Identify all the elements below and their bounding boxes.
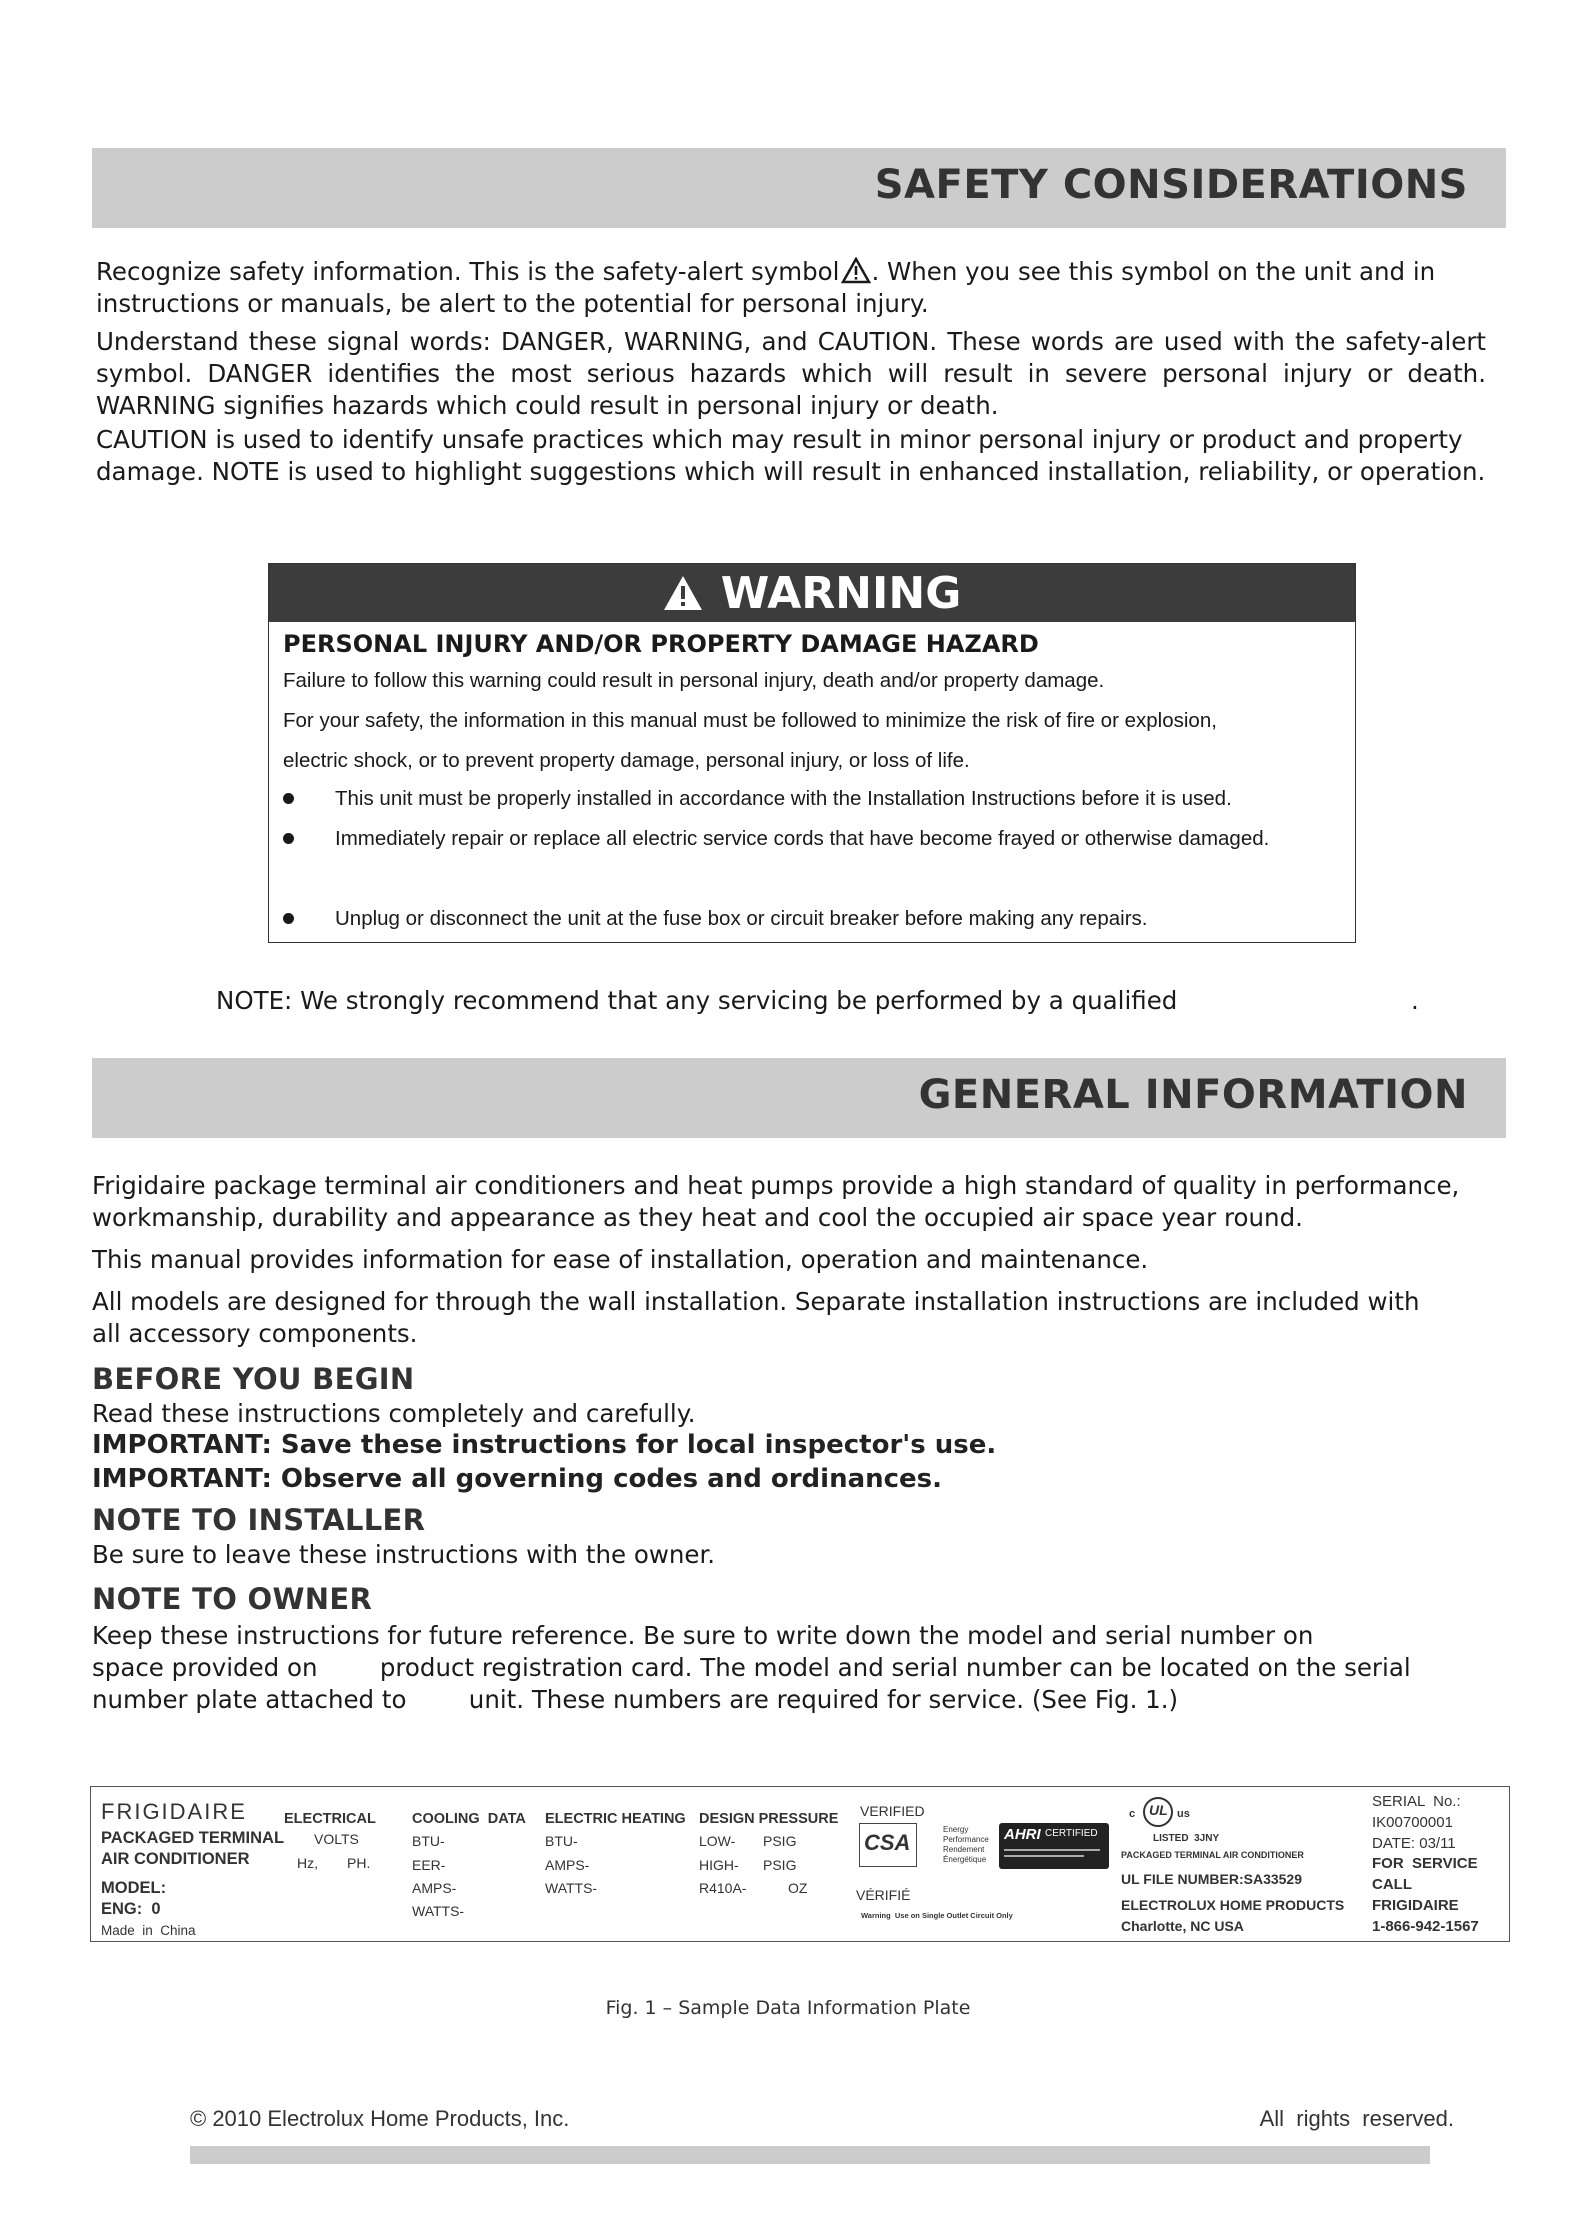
- plate-heating-btu: BTU-: [545, 1833, 578, 1849]
- data-plate: [90, 1786, 1510, 1942]
- plate-electrical: ELECTRICAL: [284, 1811, 376, 1827]
- ul-logo: [1119, 1793, 1219, 1833]
- energy-text: Rendement: [943, 1845, 985, 1854]
- plate-watts: WATTS-: [412, 1903, 465, 1919]
- general-paragraph-1: Frigidaire package terminal air conditioners and heat pumps provide a high standard of quality in performance, workmanship, durability and appearance as they heat and cool the occupied air space year round.: [92, 1171, 1460, 1232]
- warning-bullet-text: This unit must be properly installed in accordance with the Installation Instructions before it is used.: [335, 787, 1232, 810]
- safety-paragraph-2: Understand these signal words: DANGER, WARNING, and CAUTION. These words are used with the safety-alert symbol. DANGER identifies the most serious hazards which will result in severe personal injury or death. WARNING signifies hazards which could result in personal injury or death.: [96, 327, 1486, 420]
- plate-listed: LISTED 3JNY: [1153, 1833, 1220, 1844]
- important-observe: IMPORTANT: Observe all governing codes and ordinances.: [92, 1464, 943, 1494]
- figure-caption: Fig. 1 – Sample Data Information Plate: [605, 1997, 971, 2019]
- plate-heating: ELECTRIC HEATING: [545, 1811, 686, 1827]
- important-save: IMPORTANT: Save these instructions for local inspector's use.: [92, 1430, 997, 1460]
- plate-psig-low: PSIG: [763, 1833, 797, 1849]
- bullet-dot: [283, 833, 294, 844]
- footer-copyright: © 2010 Electrolux Home Products, Inc.: [190, 2106, 570, 2131]
- owner-line-1: Keep these instructions for future reference. Be sure to write down the model and serial number on: [92, 1621, 1314, 1650]
- plate-product-line-2: AIR CONDITIONER: [101, 1850, 250, 1868]
- safety-p1-start: Recognize safety information. This is the safety-alert symbol: [96, 257, 840, 286]
- plate-ptac: PACKAGED TERMINAL AIR CONDITIONER: [1121, 1850, 1304, 1860]
- installer-heading: NOTE TO INSTALLER: [92, 1503, 426, 1537]
- before-heading: BEFORE YOU BEGIN: [92, 1362, 415, 1396]
- plate-heating-watts: WATTS-: [545, 1880, 598, 1896]
- plate-psig-high: PSIG: [763, 1857, 797, 1873]
- safety-paragraph-3: CAUTION is used to identify unsafe practices which may result in minor personal injury or product and property damage. NOTE is used to highlight suggestions which will result in enhanced installation, reliability, or operation.: [96, 425, 1486, 486]
- energy-text: Énergétique: [943, 1855, 987, 1864]
- warning-subtitle: PERSONAL INJURY AND/OR PROPERTY DAMAGE HAZARD: [283, 630, 1039, 658]
- safety-p1-end: . When you see this symbol on the unit and in instructions or manuals, be alert to the potential for personal injury.: [96, 257, 1436, 318]
- plate-r410a: R410A-: [699, 1880, 747, 1896]
- bullet-dot: [283, 913, 294, 924]
- plate-frigidaire: FRIGIDAIRE: [1372, 1897, 1459, 1914]
- plate-outlet-warning: Warning Use on Single Outlet Circuit Only: [861, 1911, 1013, 1920]
- plate-high: HIGH-: [699, 1857, 739, 1873]
- service-note: NOTE: We strongly recommend that any servicing be performed by a qualified: [216, 986, 1178, 1015]
- general-banner: [92, 1058, 1506, 1138]
- plate-verified: VERIFIED: [860, 1803, 925, 1819]
- ul-c-text: c: [1129, 1808, 1136, 1820]
- plate-volts: VOLTS: [314, 1831, 359, 1847]
- safety-alert-icon: [841, 257, 871, 284]
- installer-text: Be sure to leave these instructions with the owner.: [92, 1540, 716, 1569]
- general-paragraph-3: All models are designed for through the wall installation. Separate installation instructions are included with all accessory components.: [92, 1287, 1420, 1348]
- warning-bullet: [283, 819, 1343, 899]
- warning-box: [268, 563, 1356, 943]
- warning-triangle-icon: [663, 575, 703, 611]
- plate-electrolux: ELECTROLUX HOME PRODUCTS: [1121, 1897, 1345, 1913]
- safety-banner: [92, 148, 1506, 228]
- plate-product-line-1: PACKAGED TERMINAL: [101, 1829, 285, 1847]
- plate-amps: AMPS-: [412, 1880, 457, 1896]
- ahri-fine-print: [1004, 1849, 1100, 1851]
- service-note-period: .: [1411, 986, 1419, 1015]
- general-paragraph-2: This manual provides information for ease of installation, operation and maintenance.: [92, 1245, 1149, 1274]
- warning-bullet-text: Unplug or disconnect the unit at the fuse box or circuit breaker before making any repairs.: [335, 907, 1148, 930]
- plate-eng: ENG: 0: [101, 1900, 161, 1918]
- plate-oz: OZ: [788, 1880, 808, 1896]
- plate-model: MODEL:: [101, 1879, 167, 1897]
- warning-line-1: Failure to follow this warning could result in personal injury, death and/or property damage.: [283, 669, 1105, 692]
- warning-bullet: [283, 779, 1343, 819]
- plate-brand: FRIGIDAIRE: [101, 1799, 247, 1824]
- csa-logo: [859, 1823, 917, 1867]
- plate-ul-file: UL FILE NUMBER:SA33529: [1121, 1871, 1303, 1887]
- bullet-dot: [283, 793, 294, 804]
- plate-heating-amps: AMPS-: [545, 1857, 590, 1873]
- plate-serial-label: SERIAL No.:: [1372, 1793, 1461, 1810]
- certified-text: CERTIFIED: [1045, 1828, 1098, 1839]
- plate-for-service: FOR SERVICE: [1372, 1855, 1478, 1872]
- warning-line-3: electric shock, or to prevent property damage, personal injury, or loss of life.: [283, 749, 970, 772]
- ahri-fine-print: [1004, 1855, 1084, 1857]
- plate-ph: PH.: [347, 1855, 371, 1871]
- footer-rights: All rights reserved.: [1259, 2106, 1454, 2131]
- plate-phone: 1-866-942-1567: [1372, 1918, 1479, 1935]
- energy-text: Energy: [943, 1825, 969, 1834]
- owner-line-2: space provided on product registration card. The model and serial number can be located on the serial: [92, 1653, 1411, 1682]
- owner-line-3: number plate attached to unit. These numbers are required for service. (See Fig. 1.): [92, 1685, 1179, 1714]
- energy-text: Performance: [943, 1835, 989, 1844]
- csa-logo-text: CSA: [864, 1830, 911, 1855]
- safety-title: SAFETY CONSIDERATIONS: [874, 162, 1468, 208]
- plate-serial-number: IK00700001: [1372, 1814, 1453, 1831]
- warning-bullet: [283, 899, 1343, 939]
- plate-verifie: VÉRIFIÉ: [856, 1887, 911, 1903]
- warning-title: WARNING: [720, 567, 962, 619]
- plate-date: DATE: 03/11: [1372, 1835, 1456, 1852]
- plate-low: LOW-: [699, 1833, 736, 1849]
- footer-bar: [190, 2146, 1430, 2164]
- general-title: GENERAL INFORMATION: [918, 1072, 1468, 1118]
- plate-energy-performance: [943, 1825, 989, 1865]
- plate-eer: EER-: [412, 1857, 446, 1873]
- plate-city: Charlotte, NC USA: [1121, 1918, 1244, 1934]
- ul-us-text: us: [1177, 1808, 1190, 1820]
- plate-cooling-btu: BTU-: [412, 1833, 445, 1849]
- owner-heading: NOTE TO OWNER: [92, 1582, 373, 1616]
- plate-hz: Hz,: [297, 1855, 318, 1871]
- plate-call: CALL: [1372, 1876, 1412, 1893]
- plate-pressure: DESIGN PRESSURE: [699, 1811, 839, 1827]
- plate-cooling: COOLING DATA: [412, 1811, 526, 1827]
- before-text: Read these instructions completely and carefully.: [92, 1399, 696, 1428]
- ul-text: UL: [1149, 1802, 1168, 1818]
- warning-header: [269, 564, 1355, 622]
- ahri-text: AHRI: [1004, 1826, 1041, 1843]
- warning-line-2: For your safety, the information in this manual must be followed to minimize the risk of fire or explosion,: [283, 709, 1217, 732]
- safety-paragraph-1: [96, 256, 1506, 320]
- warning-bullet-text: Immediately repair or replace all electric service cords that have become frayed or otherwise damaged.: [335, 827, 1270, 850]
- plate-made-in: Made in China: [101, 1923, 196, 1938]
- ahri-certified-logo: [999, 1823, 1109, 1869]
